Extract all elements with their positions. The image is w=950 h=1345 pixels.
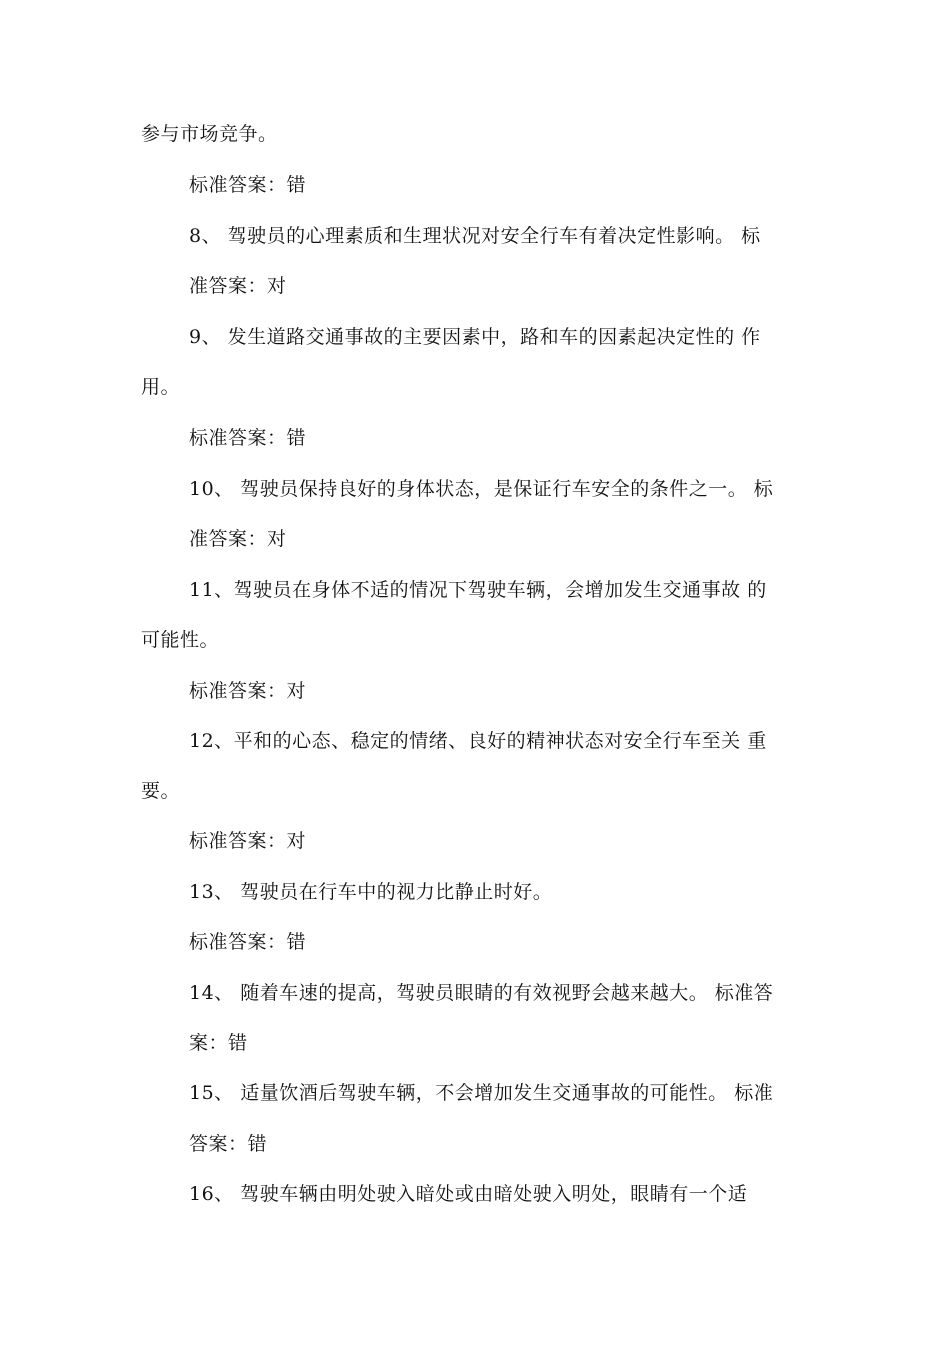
answer-line: 案：错 bbox=[189, 1032, 248, 1054]
question-line: 14、 随着车速的提高，驾驶员眼睛的有效视野会越来越大。 标准答 bbox=[189, 982, 774, 1004]
text-line: 用。 bbox=[141, 376, 181, 398]
answer-line: 准答案：对 bbox=[189, 528, 287, 550]
question-line: 11、驾驶员在身体不适的情况下驾驶车辆，会增加发生交通事故 的 bbox=[189, 579, 767, 601]
question-line: 16、 驾驶车辆由明处驶入暗处或由暗处驶入明处，眼睛有一个适 bbox=[189, 1183, 748, 1205]
question-line: 8、 驾驶员的心理素质和生理状况对安全行车有着决定性影响。 标 bbox=[189, 225, 761, 247]
text-line: 参与市场竞争。 bbox=[141, 123, 278, 145]
answer-line: 标准答案：错 bbox=[189, 174, 307, 196]
question-line: 9、 发生道路交通事故的主要因素中，路和车的因素起决定性的 作 bbox=[189, 326, 761, 348]
question-line: 13、 驾驶员在行车中的视力比静止时好。 bbox=[189, 881, 553, 903]
question-line: 15、 适量饮酒后驾驶车辆，不会增加发生交通事故的可能性。 标准 bbox=[189, 1082, 774, 1104]
answer-line: 标准答案：错 bbox=[189, 427, 307, 449]
answer-line: 标准答案：对 bbox=[189, 680, 307, 702]
text-line: 要。 bbox=[141, 780, 181, 802]
answer-line: 标准答案：对 bbox=[189, 830, 307, 852]
answer-line: 标准答案：错 bbox=[189, 931, 307, 953]
question-line: 10、 驾驶员保持良好的身体状态，是保证行车安全的条件之一。 标 bbox=[189, 478, 774, 500]
text-line: 可能性。 bbox=[141, 629, 220, 651]
answer-line: 答案：错 bbox=[189, 1133, 268, 1155]
question-line: 12、平和的心态、稳定的情绪、良好的精神状态对安全行车至关 重 bbox=[189, 730, 767, 752]
answer-line: 准答案：对 bbox=[189, 275, 287, 297]
